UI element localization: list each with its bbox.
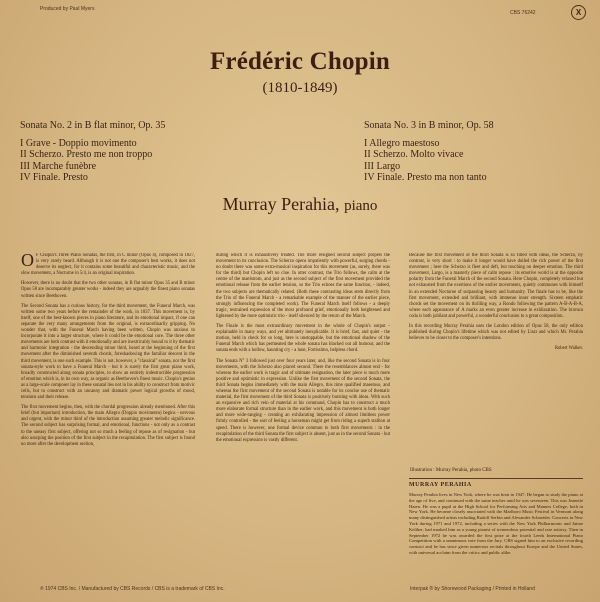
bio-heading: MURRAY PERAHIA <box>409 482 472 488</box>
label-logo: X <box>571 5 586 20</box>
composer-dates: (1810-1849) <box>262 80 338 96</box>
sonata-2-program <box>20 120 165 184</box>
producer-credit: Produced by Paul Myers <box>40 6 95 12</box>
notes-paragraph: However, there is no doubt that the two other sonatas, in B flat minor Opus 35 and B minor Opus 58 are incomparably greater works - indeed they are arguably the finest piano sonatas written since Beethoven. <box>21 281 195 299</box>
notes-paragraph: The Second Sonata has a curious history, for the third movement, the Funeral March, was written some two years before the remainder of the work, in 1837. This movement is, by itself, one of the best-known pieces in piano literature, and its emotional impact, if one can separate the very many arrangements from the original, is extraordinarily gripping. No wonder that, with the Funeral March having been written, Chopin was anxious to incorporate it into a larger structure, where it could be the emotional core. The three other movements are both contrast with it emotionally and are inextricably bound to it by thematic and harmonic integration - the descending minor third, heard at the beginning of the first movement after the diminished seventh chords, foreshadowing the familiar descent in the third movement, is one such example. This is not, however, a "classical" sonata, nor the first sonata-style work to have a Funeral March - but it is surely the first great piano work, broadly constructed along sonata principles, to show an entirely indestructible progression of emotion which is, in its own way, as organic as Beethoven's finest music. Chopin's genius as a large-scale composer lay in these sonatal lies not in his ability to construct from motivic cells, but to construct with an uncanny and dramatic power logical growths of mood, tensions and their release. <box>21 303 195 401</box>
sonata-3-movement: II Scherzo. Molto vivace <box>364 149 464 160</box>
sonata-2-movement: IV Finale. Presto <box>20 172 88 183</box>
liner-notes-column-1 <box>21 253 195 583</box>
notes-paragraph: The first movement begins, then, with the chordal progression already mentioned. After this brief (but important) introduction, the main Allegro (Doppio movimento) begins - nervous and urgent, with the minor third of the introduction assuming greater melodic significance. The second subject has surprising formal, and emotional, functions - not only as a contrast to the uneasy first subject, offering not so much a feeling of repose as of resignation - but also usurping the position of the first subject in the recapitulation. The first subject is found no more after the development section, <box>21 405 195 447</box>
packaging-credit: Interpak ® by Shorewood Packaging / Printed in Holland <box>410 586 535 592</box>
notes-signature: Robert Walker. <box>554 346 583 352</box>
notes-paragraph: In this recording Murray Perahia uses the London edition of Opus 58, the only edition published during Chopin's lifetime which was not edited by Liszt and which Mr. Perahia believes to be closer to the composer's intentions. <box>409 324 583 342</box>
sonata-2-movement: III Marche funèbre <box>20 160 97 172</box>
sonata-3-title: Sonata No. 3 in B minor, Op. 58 <box>364 120 494 131</box>
drop-cap: O <box>21 253 34 270</box>
notes-paragraph: during which it is exhaustively treated. The more resigned second subject propels the movement to its conclusion. The Scherzo opens impatiently with powerful, surging chords - no doubt there was some extra-musical inspiration for this movement (as, surely, there was for the third) but Chopin left no clue. In utter contrast, the Trio follows, the calm at the centre of the maelstrom, and just as the second subject of the first movement provided the emotional release from the earlier tension, so the Trio echoes the same function, - indeed, the two subjects are thematically related. (Both these contrasting ideas stem directly from the Trio of the Funeral March - a remarkable example of the manner of the earlier piece, strongly influencing the completed work). The Funeral March itself follows - a deeply tragic, restrained expression of the most profound grief, emotionally both heightened and lightened by the more optimistic trio - itself silenced by the return of the March. <box>216 253 390 319</box>
performer-name: Murray Perahia, <box>222 194 340 214</box>
performer-biography: Murray Perahia lives in New York, where he was born in 1947. He began to study the piano at the age of five, and continued with the same teacher until he was seventeen. This was Jeanette Haien. He was a pupil at the High School for Performing Arts and Mannes College, both in New York. He became closely associated with the Marlboro Music Festival in Vermont along many distinguished artists including Rudolf Serkin and Alexander Schneider. Concerts in New York during 1971 and 1972, including a series with the New York Philharmonic and Jaime Keliher, had marked him as a young pianist of tremendous potential and rare artistry. Then in September 1972 he was awarded the first prize at the fourth Leeds International Piano Competition with a unanimous vote from the Jury. CBS signed him to an exclusive recording contract and he has since given numerous recitals throughout Europe and the United States, with universal acclaim from the critics and public alike. <box>409 492 583 555</box>
notes-text: F Chopin's Three Piano Sonatas, the first, in C minor (Opus 4), composed in 1827, is very rarely heard. Although it is not one the composer's best works, it does not deserve its neglect, for it contains some beautiful and characteristic music, and the slow movement, a Nocturne in 5/4, is an original inspiration. <box>21 253 195 277</box>
liner-notes-column-3 <box>409 253 583 463</box>
sonata-3-movement: I Allegro maestoso <box>364 137 440 149</box>
notes-paragraph <box>21 253 195 277</box>
notes-paragraph: The Finale is the most extraordinary movement in the whole of Chopin's output - explainable in many ways, and yet ultimately inexplicable. It is brief, fast, and quiet - the motion, held in check for so long, here is unstoppable, but the emotional shadow of the Funeral March which has permeated the whole sonata has blacked out all humour, and the sonata ends with a hollow, haunting cry - a lone, Fortissimo, helpless chord. <box>216 324 390 354</box>
liner-notes-column-2 <box>216 253 390 583</box>
copyright-notice: ℗ 1974 CBS Inc. / Manufactured by CBS Records / CBS is a trademark of CBS Inc. <box>40 586 225 592</box>
sonata-2-movement: I Grave - Doppio movimento <box>20 137 137 149</box>
sonata-3-movement: IV Finale. Presto ma non tanto <box>364 172 487 183</box>
notes-paragraph: The Sonata N° 3 followed just over four years later, and, like the second Sonata is in four movements, with the Scherzo also placed second. There the resemblances almost end - for whereas the earlier work is tragic and of ultimate resignation, the later piece is much more positive and optimistic in expression. Unlike the first movement of the second Sonata, the third Sonata begins immediately with the main Allegro, this time qualified maestoso, and whereas the first movement of the second Sonata is notable for its concise use of thematic material, the first movement of the third Sonata is positively bursting with ideas. With such an expansive and rich vein of material at his command, Chopin has to construct a much more elaborate formal structure than in the earlier work, and this movement is both longer and more wide-ranging - creating an exhilarating impression of almost limitless power firmly controlled - the sort of feeling a horseman might get from riding a superb stallion at speed. There is however, one formal device common to both first movements : in the recapitulation of the third Sonata the first subject is absent, just as in the second Sonata - but the emotional expression is vastly different. <box>216 358 390 443</box>
notes-paragraph: Because the first movement of the third Sonata is so filled with ideas, the Scherzo, by contrast, is very short : to make it longer would have dulled the rich power of the first movement ; here the Scherzo is fleet and deft, but touching on deeper emotion. The third movement, Largo, is a masterly piece of calm repose : its emotive world is at the opposite polarity from the Funeral March of the second Sonata. Here Chopin, completely relaxed but not exhausted from the exertions of the earlier movements, quietly communes with himself in an extended Nocturne of surpassing beauty and humanity. The finale has to be, like the first movement, extended and brilliant, with immense inner strength. Sixteen emphatic chords set the movement on its thrilling way, a Rondo following the pattern A-B-A-B-A, where each appearance of A marks an even greater increase in exhilaration. The bravura coda is both jubilant and powerful, a wonderful conclusion to a great composition. <box>409 253 583 319</box>
divider <box>409 478 583 479</box>
sonata-2-movement: II Scherzo. Presto me non troppo <box>20 149 153 160</box>
performer-instrument: piano <box>344 198 378 214</box>
catalog-number: CBS 76242 <box>510 10 536 16</box>
sonata-3-movement: III Largo <box>364 160 401 172</box>
sonata-2-title: Sonata No. 2 in B flat minor, Op. 35 <box>20 120 166 131</box>
performer-credit <box>0 194 600 215</box>
composer-name: Frédéric Chopin <box>209 48 391 75</box>
sonata-3-program <box>364 120 494 184</box>
illustration-credit: Illustration : Murray Perahia, photo CBS <box>410 468 492 473</box>
